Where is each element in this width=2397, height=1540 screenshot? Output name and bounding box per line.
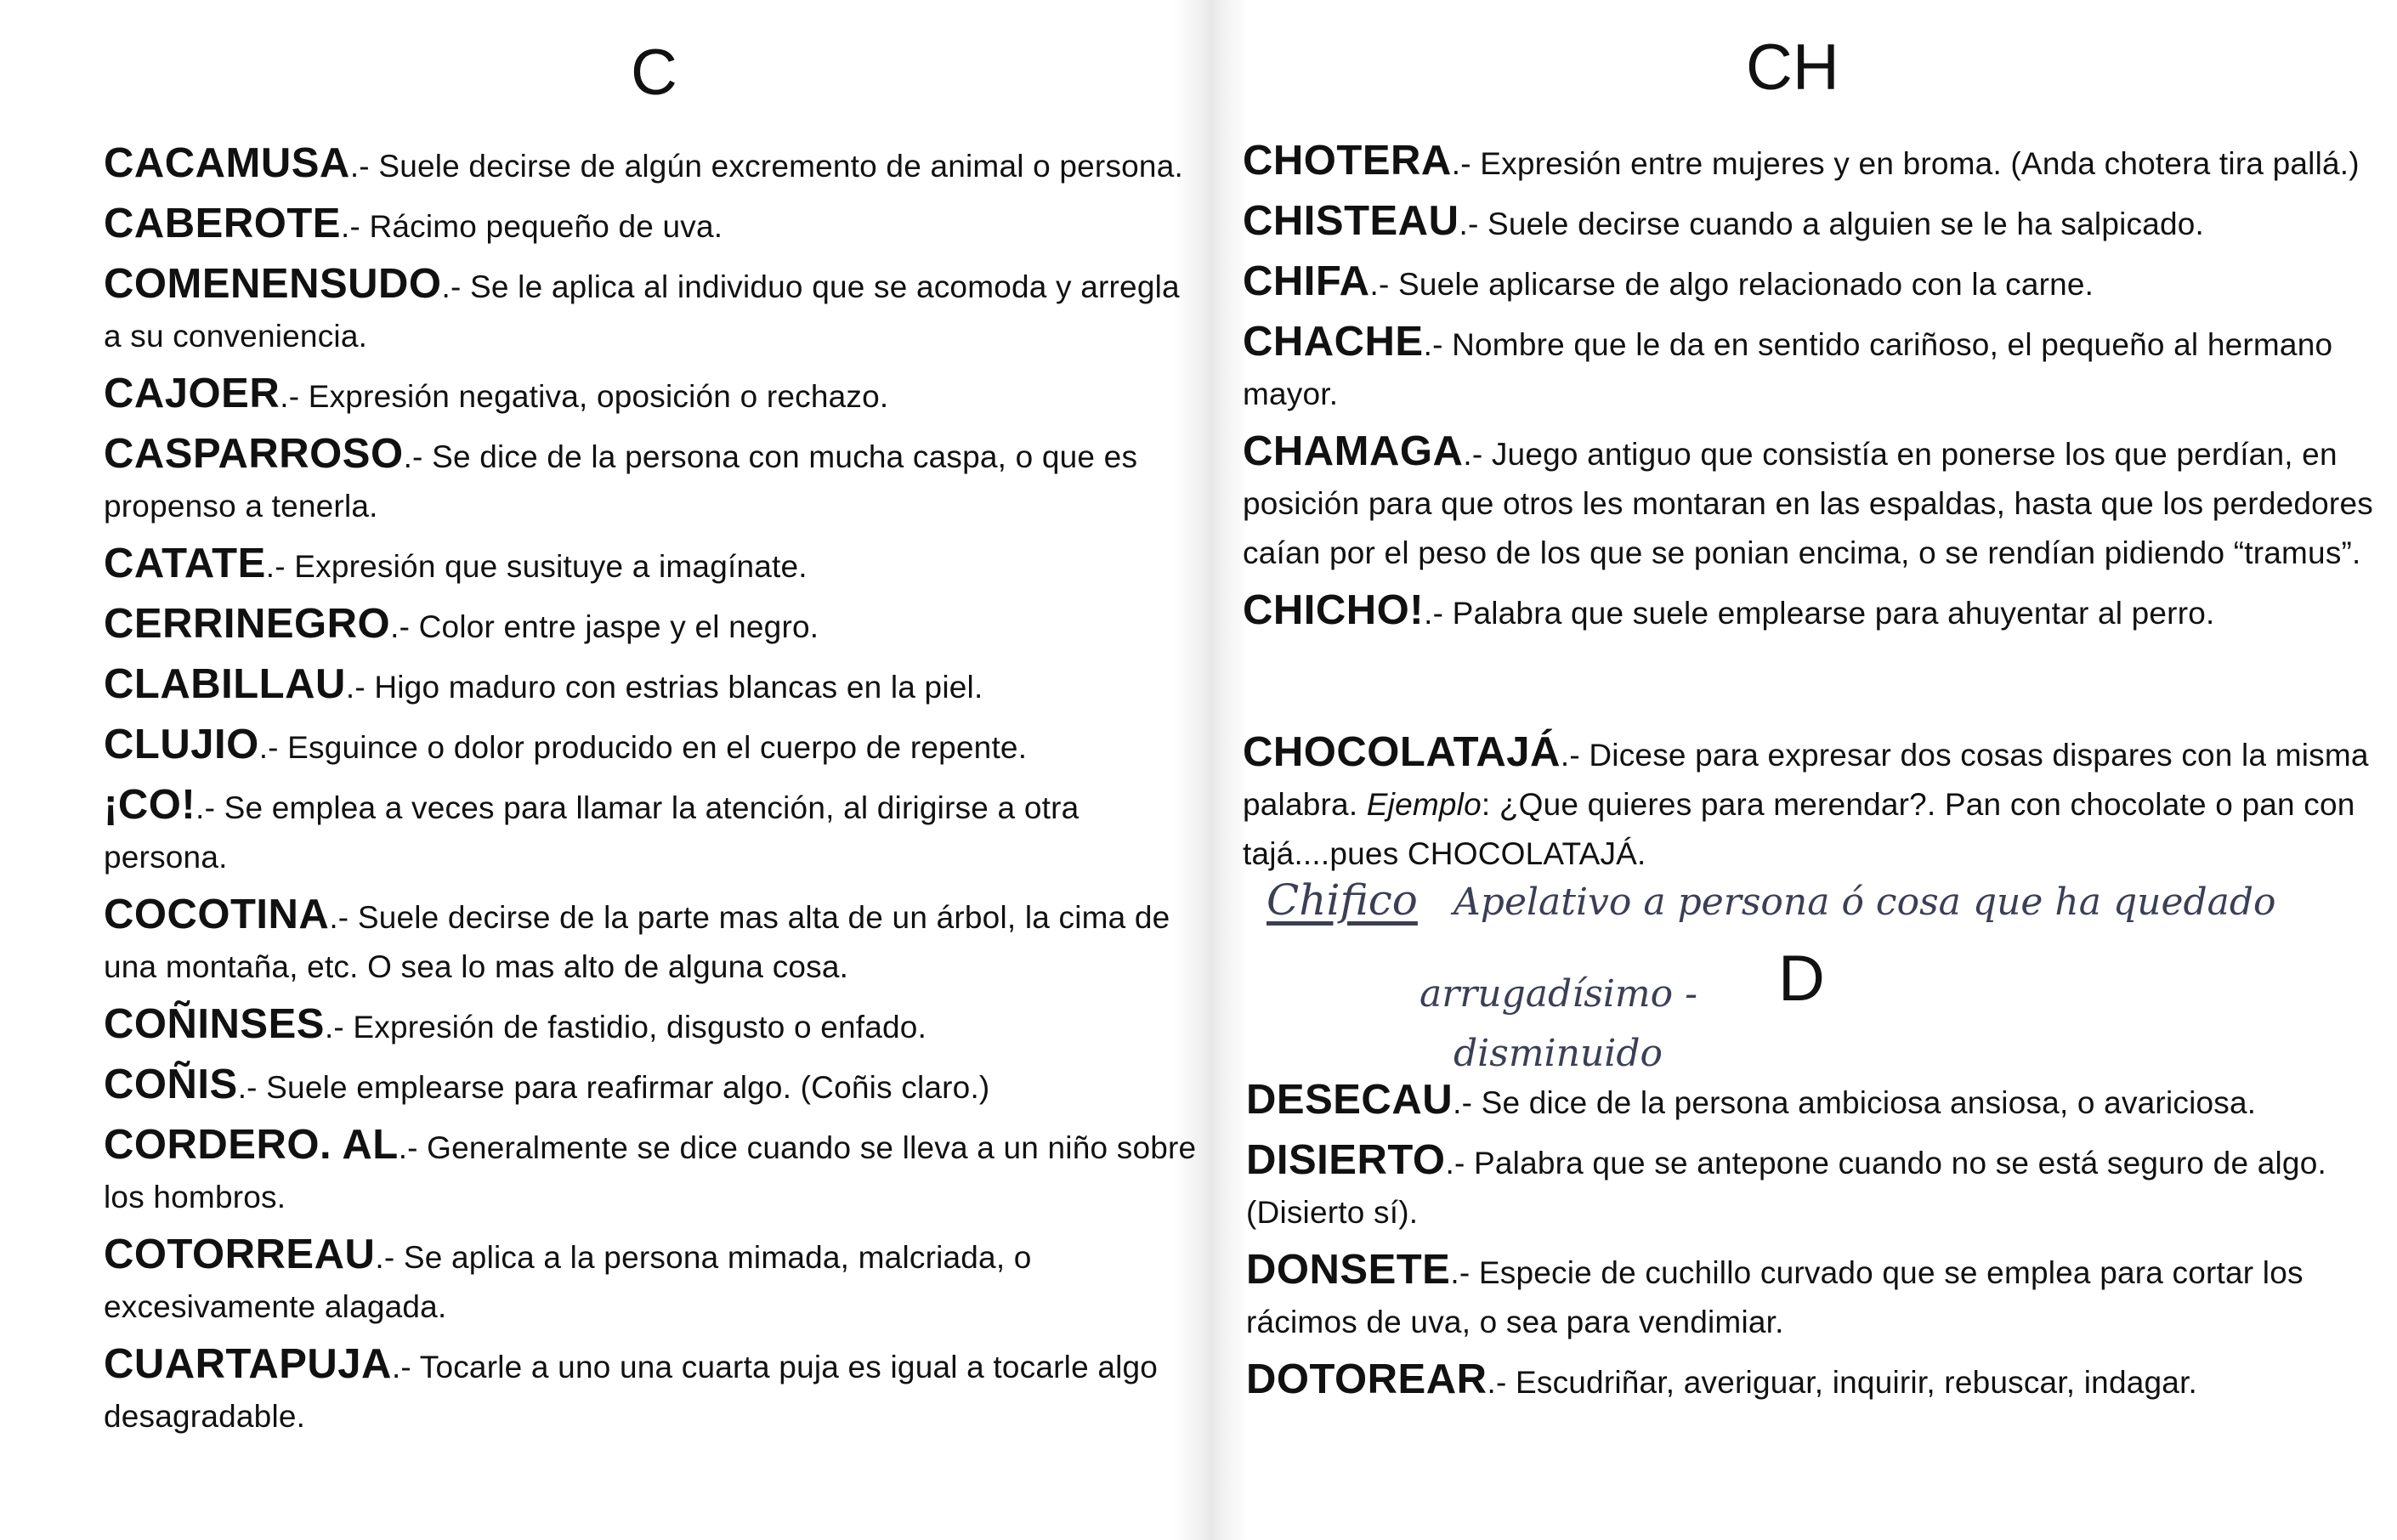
entry-separator: .- [329, 900, 358, 935]
entry-term: CHAMAGA [1243, 428, 1464, 474]
entry-separator: .- [375, 1240, 404, 1275]
entry-term: CLUJIO [104, 722, 259, 767]
dictionary-entry [1243, 257, 2390, 309]
dictionary-entry [1246, 1135, 2394, 1237]
entry-definition: Suele emplearse para reafirmar algo. (Coñis claro.) [266, 1070, 990, 1105]
section-heading-c: C [631, 37, 677, 109]
entry-term: COMENENSUDO [104, 261, 442, 307]
dictionary-entry [104, 1060, 1200, 1113]
entry-term: CACAMUSA [104, 140, 350, 186]
entry-definition: Juego antiguo que consistía en ponerse los que perdían, en posición para que otros les montaran en las espaldas, hasta que los perdedores caían por el peso de los que se ponian encima, o se rendían pidiendo “tramus”. [1243, 437, 2373, 570]
entry-separator: .- [1423, 327, 1453, 362]
entry-separator: .- [324, 1010, 354, 1045]
dictionary-entry [1246, 1355, 2394, 1407]
section-heading-d: D [1778, 943, 1825, 1015]
dictionary-entry [104, 720, 1200, 773]
entry-definition: Se emplea a veces para llamar la atención, al dirigirse a otra persona. [104, 790, 1080, 875]
entry-term: CERRINEGRO [104, 601, 391, 647]
handwritten-term: Chifico [1266, 875, 1418, 925]
entry-term: DONSETE [1246, 1247, 1451, 1293]
entry-definition: Palabra que suele emplearse para ahuyentar al perro. [1452, 596, 2215, 631]
entry-separator: .- [345, 670, 375, 705]
entry-term: DISIERTO [1246, 1137, 1446, 1183]
entry-separator: .- [403, 439, 433, 474]
entry-separator: .- [1453, 1085, 1482, 1120]
dictionary-entry [1246, 1075, 2394, 1128]
entry-term: CHOCOLATAJÁ [1243, 729, 1561, 775]
entry-definition: Suele decirse cuando a alguien se le ha salpicado. [1487, 207, 2205, 241]
entry-separator: .- [340, 209, 370, 244]
entry-term: CUARTAPUJA [104, 1341, 392, 1387]
dictionary-entry [104, 539, 1200, 592]
entry-separator: .- [390, 609, 419, 644]
entry-separator: .- [398, 1130, 428, 1165]
entry-separator: .- [265, 549, 295, 584]
entry-term: COCOTINA [104, 892, 330, 937]
entry-separator: .- [391, 1350, 420, 1384]
entry-definition: Suele aplicarse de algo relacionado con la carne. [1397, 267, 2094, 302]
dictionary-entry [104, 599, 1200, 652]
entry-definition: Se dice de la persona con mucha caspa, o que es propenso a tenerla. [104, 439, 1138, 524]
entry-definition: Color entre jaspe y el negro. [418, 609, 819, 644]
dictionary-entry [104, 259, 1200, 361]
entry-definition: Expresión que susituye a imagínate. [294, 549, 808, 584]
entry-definition: Dicese para expresar dos cosas dispares con la misma palabra. [1243, 738, 2369, 822]
entry-separator: .- [1424, 596, 1453, 631]
dictionary-entry [104, 1120, 1200, 1222]
dictionary-entry [1243, 427, 2390, 578]
entry-separator: .- [258, 730, 288, 765]
entry-definition: Expresión negativa, oposición o rechazo. [308, 379, 889, 414]
entry-term: CHISTEAU [1243, 198, 1459, 244]
entry-term: COÑINSES [104, 1001, 325, 1047]
entry-definition: Escudriñar, averiguar, inquirir, rebuscar, indagar. [1516, 1365, 2198, 1400]
entry-term: CHIFA [1243, 258, 1370, 304]
handwritten-line-2: arrugadísimo - [1420, 972, 1697, 1016]
entry-definition: Expresión de fastidio, disgusto o enfado. [353, 1010, 927, 1045]
entry-definition: Especie de cuchillo curvado que se emplea para cortar los rácimos de uva, o sea para vendimiar. [1246, 1255, 2304, 1339]
dictionary-entry [1243, 196, 2390, 249]
entry-term: CHACHE [1243, 319, 1424, 365]
dictionary-entry [104, 429, 1200, 531]
entry-separator: .- [1451, 146, 1481, 181]
dictionary-entry [1243, 136, 2390, 189]
entry-separator: .- [237, 1070, 267, 1105]
entry-definition: Se dice de la persona ambiciosa ansiosa, o avariciosa. [1481, 1085, 2257, 1120]
dictionary-entry [104, 369, 1200, 422]
dictionary-entry [104, 1339, 1200, 1441]
entry-separator: .- [280, 379, 309, 414]
entry-definition: Se aplica a la persona mimada, malcriada, o excesivamente alagada. [104, 1240, 1032, 1324]
right-page [1224, 0, 2397, 1540]
entry-definition: Tocarle a uno una cuarta puja es igual a tocarle algo desagradable. [104, 1350, 1159, 1434]
dictionary-entry [1243, 728, 2390, 879]
entry-definition: Suele decirse de algún excremento de animal o persona. [378, 149, 1183, 184]
entry-definition: Esguince o dolor producido en el cuerpo de repente. [287, 730, 1028, 765]
entry-term: COÑIS [104, 1062, 238, 1107]
entry-separator: .- [441, 269, 471, 304]
entry-term: CABEROTE [104, 201, 341, 246]
dictionary-entry [104, 999, 1200, 1052]
entry-separator: .- [196, 790, 224, 825]
entry-separator: .- [1450, 1255, 1479, 1290]
entry-definition-rest: : ¿Que quieres para merendar?. Pan con chocolate o pan con tajá....pues CHOCOLATAJÁ. [1243, 787, 2355, 871]
handwritten-line-3: disminuido [1454, 1032, 1663, 1075]
dictionary-entry [104, 660, 1200, 712]
entry-term: CATATE [104, 541, 266, 586]
entry-definition: Nombre que le da en sentido cariñoso, el pequeño al hermano mayor. [1243, 327, 2333, 411]
entry-term: DOTOREAR [1246, 1356, 1488, 1402]
entry-term: DESECAU [1246, 1077, 1454, 1123]
entry-separator: .- [1463, 437, 1492, 472]
entry-separator: .- [349, 149, 379, 184]
dictionary-entry [104, 1230, 1200, 1332]
entry-separator: .- [1369, 267, 1398, 302]
entry-definition: Expresión entre mujeres y en broma. (Anda chotera tira pallá.) [1480, 146, 2360, 181]
entry-term: CHICHO! [1243, 587, 1425, 633]
entry-definition: Palabra que se antepone cuando no se está seguro de algo. (Disierto sí). [1246, 1146, 2326, 1230]
entry-term: CLABILLAU [104, 661, 346, 707]
entry-definition: Rácimo pequeño de uva. [369, 209, 723, 244]
entry-separator: .- [1459, 207, 1488, 241]
dictionary-entry [1243, 317, 2390, 419]
dictionary-entry [1246, 1245, 2394, 1347]
entry-definition: Se le aplica al individuo que se acomoda y arregla a su conveniencia. [104, 269, 1180, 354]
entry-term: COTORREAU [104, 1231, 376, 1277]
entry-definition: Higo maduro con estrias blancas en la piel. [374, 670, 983, 705]
entry-separator: .- [1445, 1146, 1475, 1180]
entry-term: CORDERO. AL [104, 1122, 399, 1168]
entry-term: CASPARROSO [104, 431, 404, 477]
entry-term: ¡CO! [104, 782, 196, 828]
entry-separator: .- [1487, 1365, 1516, 1400]
entry-list-ch [1243, 136, 2390, 646]
dictionary-entry [104, 139, 1200, 191]
section-heading-ch: CH [1746, 31, 1839, 104]
entry-list-c [104, 139, 1200, 1449]
dictionary-entry [104, 199, 1200, 252]
entry-term: CAJOER [104, 371, 280, 416]
entry-list-d [1246, 1075, 2394, 1415]
example-label: Ejemplo [1366, 787, 1482, 822]
dictionary-entry [104, 780, 1200, 882]
dictionary-entry [104, 890, 1200, 992]
entry-chocolataja-wrap [1243, 728, 2390, 886]
entry-separator: .- [1560, 738, 1590, 773]
dictionary-entry [1243, 586, 2390, 638]
entry-term: CHOTERA [1243, 138, 1452, 184]
handwritten-line-1: Apelativo a persona ó cosa que ha quedado [1454, 880, 2276, 924]
entry-definition: Generalmente se dice cuando se lleva a un niño sobre los hombros. [104, 1130, 1197, 1214]
entry-definition: Suele decirse de la parte mas alta de un árbol, la cima de una montaña, etc. O sea lo mas alto de alguna cosa. [104, 900, 1170, 984]
